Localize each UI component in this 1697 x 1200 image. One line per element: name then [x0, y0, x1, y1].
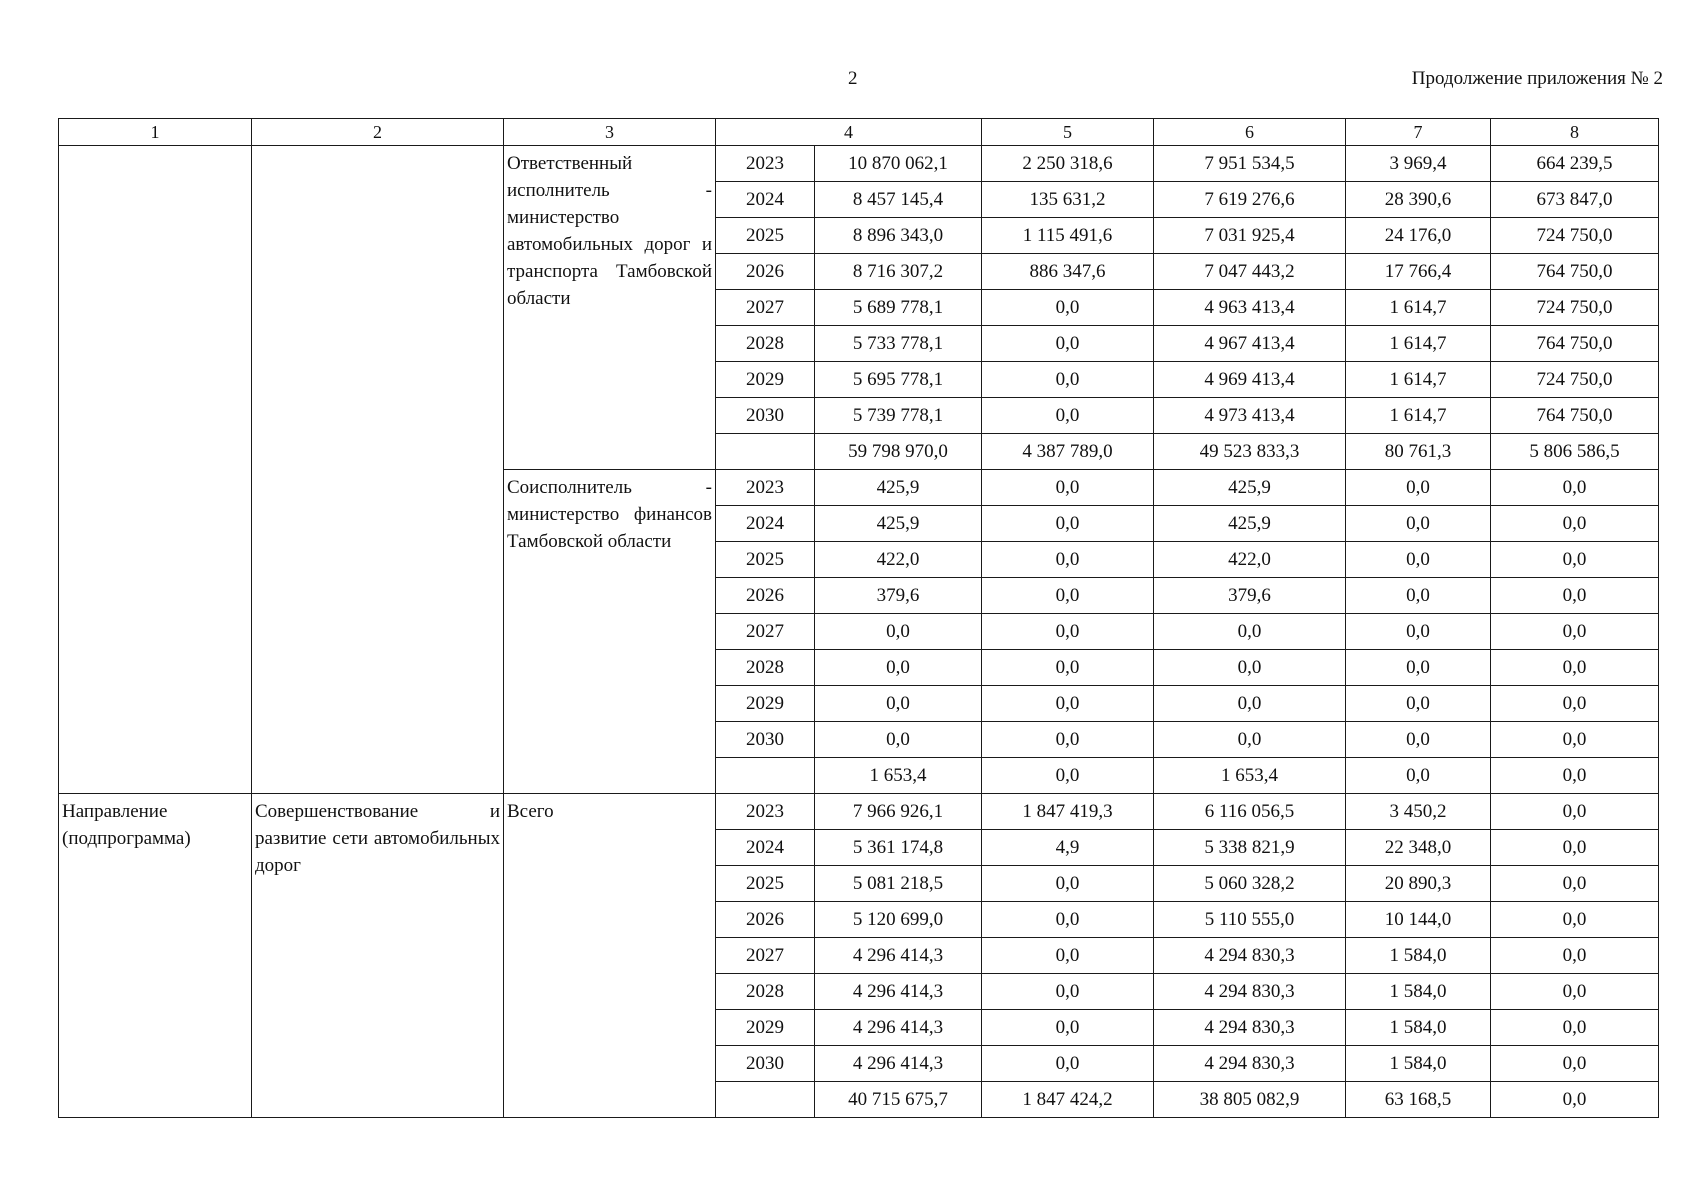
value-cell-col5: 0,0	[982, 758, 1154, 794]
executor-cell: Соисполнитель - министерство финансов Тамбовской области	[504, 470, 716, 794]
year-cell: 2025	[716, 542, 815, 578]
executor-cell: Ответственный исполнитель - министерство автомобильных дорог и транспорта Тамбовской области	[504, 146, 716, 470]
value-cell-col8: 0,0	[1491, 974, 1659, 1010]
value-cell-col8: 0,0	[1491, 1046, 1659, 1082]
year-cell: 2030	[716, 398, 815, 434]
year-cell: 2030	[716, 1046, 815, 1082]
year-cell: 2028	[716, 326, 815, 362]
value-cell-col8: 0,0	[1491, 542, 1659, 578]
value-cell-col5: 0,0	[982, 398, 1154, 434]
value-cell-col4: 1 653,4	[815, 758, 982, 794]
value-cell-col5: 0,0	[982, 506, 1154, 542]
year-cell: 2026	[716, 902, 815, 938]
value-cell-col7: 1 614,7	[1346, 362, 1491, 398]
value-cell-col8: 5 806 586,5	[1491, 434, 1659, 470]
value-cell-col4: 425,9	[815, 470, 982, 506]
column-header-3: 3	[504, 119, 716, 146]
financing-table	[58, 118, 1659, 1118]
page-number: 2	[848, 68, 858, 89]
value-cell-col8: 0,0	[1491, 758, 1659, 794]
direction-cell: Направление (подпрограмма)	[59, 794, 252, 1118]
value-cell-col6: 7 619 276,6	[1154, 182, 1346, 218]
value-cell-col8: 0,0	[1491, 1082, 1659, 1118]
year-cell: 2027	[716, 614, 815, 650]
value-cell-col7: 3 450,2	[1346, 794, 1491, 830]
year-cell: 2029	[716, 362, 815, 398]
value-cell-col4: 5 733 778,1	[815, 326, 982, 362]
year-cell: 2023	[716, 794, 815, 830]
program-name-cell: Совершенствование и развитие сети автомобильных дорог	[252, 794, 504, 1118]
value-cell-col7: 1 584,0	[1346, 1046, 1491, 1082]
value-cell-col4: 5 361 174,8	[815, 830, 982, 866]
value-cell-col5: 0,0	[982, 1010, 1154, 1046]
value-cell-col6: 4 967 413,4	[1154, 326, 1346, 362]
value-cell-col6: 7 047 443,2	[1154, 254, 1346, 290]
value-cell-col5: 1 847 419,3	[982, 794, 1154, 830]
value-cell-col7: 1 614,7	[1346, 326, 1491, 362]
value-cell-col5: 0,0	[982, 290, 1154, 326]
year-cell: 2028	[716, 974, 815, 1010]
value-cell-col7: 3 969,4	[1346, 146, 1491, 182]
column-header-8: 8	[1491, 119, 1659, 146]
value-cell-col7: 22 348,0	[1346, 830, 1491, 866]
program-name-cell	[252, 146, 504, 794]
value-cell-col5: 0,0	[982, 650, 1154, 686]
value-cell-col6: 5 110 555,0	[1154, 902, 1346, 938]
value-cell-col8: 764 750,0	[1491, 326, 1659, 362]
value-cell-col6: 4 963 413,4	[1154, 290, 1346, 326]
value-cell-col6: 0,0	[1154, 686, 1346, 722]
value-cell-col4: 8 457 145,4	[815, 182, 982, 218]
value-cell-col6: 4 973 413,4	[1154, 398, 1346, 434]
value-cell-col7: 0,0	[1346, 686, 1491, 722]
direction-cell	[59, 146, 252, 794]
value-cell-col4: 5 689 778,1	[815, 290, 982, 326]
value-cell-col4: 4 296 414,3	[815, 974, 982, 1010]
year-cell: 2024	[716, 182, 815, 218]
value-cell-col5: 0,0	[982, 1046, 1154, 1082]
value-cell-col8: 664 239,5	[1491, 146, 1659, 182]
value-cell-col7: 0,0	[1346, 614, 1491, 650]
value-cell-col6: 49 523 833,3	[1154, 434, 1346, 470]
year-cell: 2025	[716, 218, 815, 254]
value-cell-col8: 0,0	[1491, 830, 1659, 866]
year-row	[59, 794, 1659, 830]
year-cell: 2027	[716, 938, 815, 974]
value-cell-col8: 0,0	[1491, 794, 1659, 830]
value-cell-col4: 4 296 414,3	[815, 1010, 982, 1046]
executor-cell: Всего	[504, 794, 716, 1118]
value-cell-col5: 0,0	[982, 542, 1154, 578]
value-cell-col8: 0,0	[1491, 614, 1659, 650]
value-cell-col5: 1 115 491,6	[982, 218, 1154, 254]
value-cell-col7: 0,0	[1346, 650, 1491, 686]
value-cell-col8: 0,0	[1491, 650, 1659, 686]
appendix-continuation-note: Продолжение приложения № 2	[1411, 68, 1663, 89]
value-cell-col5: 4,9	[982, 830, 1154, 866]
value-cell-col7: 1 614,7	[1346, 290, 1491, 326]
value-cell-col6: 422,0	[1154, 542, 1346, 578]
value-cell-col6: 379,6	[1154, 578, 1346, 614]
value-cell-col6: 4 294 830,3	[1154, 974, 1346, 1010]
value-cell-col8: 724 750,0	[1491, 362, 1659, 398]
value-cell-col6: 0,0	[1154, 722, 1346, 758]
value-cell-col4: 5 695 778,1	[815, 362, 982, 398]
value-cell-col4: 425,9	[815, 506, 982, 542]
value-cell-col8: 0,0	[1491, 722, 1659, 758]
value-cell-col5: 0,0	[982, 326, 1154, 362]
year-cell: 2026	[716, 578, 815, 614]
column-number-header-row	[59, 119, 1659, 146]
value-cell-col4: 59 798 970,0	[815, 434, 982, 470]
year-row	[59, 146, 1659, 182]
value-cell-col8: 0,0	[1491, 470, 1659, 506]
value-cell-col8: 0,0	[1491, 578, 1659, 614]
value-cell-col7: 0,0	[1346, 578, 1491, 614]
value-cell-col7: 0,0	[1346, 722, 1491, 758]
value-cell-col4: 0,0	[815, 614, 982, 650]
value-cell-col6: 425,9	[1154, 506, 1346, 542]
value-cell-col8: 724 750,0	[1491, 290, 1659, 326]
value-cell-col4: 5 739 778,1	[815, 398, 982, 434]
value-cell-col7: 24 176,0	[1346, 218, 1491, 254]
year-cell: 2027	[716, 290, 815, 326]
table-body	[59, 119, 1659, 1118]
value-cell-col7: 0,0	[1346, 470, 1491, 506]
value-cell-col8: 0,0	[1491, 902, 1659, 938]
value-cell-col5: 0,0	[982, 578, 1154, 614]
value-cell-col6: 4 294 830,3	[1154, 1010, 1346, 1046]
value-cell-col5: 0,0	[982, 470, 1154, 506]
value-cell-col8: 0,0	[1491, 938, 1659, 974]
year-cell: 2029	[716, 1010, 815, 1046]
value-cell-col5: 0,0	[982, 938, 1154, 974]
column-header-5: 5	[982, 119, 1154, 146]
value-cell-col5: 2 250 318,6	[982, 146, 1154, 182]
value-cell-col6: 5 060 328,2	[1154, 866, 1346, 902]
year-cell	[716, 1082, 815, 1118]
value-cell-col5: 0,0	[982, 614, 1154, 650]
value-cell-col5: 0,0	[982, 974, 1154, 1010]
value-cell-col5: 0,0	[982, 686, 1154, 722]
value-cell-col6: 6 116 056,5	[1154, 794, 1346, 830]
value-cell-col4: 422,0	[815, 542, 982, 578]
value-cell-col4: 8 716 307,2	[815, 254, 982, 290]
value-cell-col5: 4 387 789,0	[982, 434, 1154, 470]
value-cell-col4: 40 715 675,7	[815, 1082, 982, 1118]
value-cell-col6: 4 294 830,3	[1154, 1046, 1346, 1082]
value-cell-col7: 1 584,0	[1346, 938, 1491, 974]
value-cell-col4: 379,6	[815, 578, 982, 614]
value-cell-col6: 4 294 830,3	[1154, 938, 1346, 974]
year-cell: 2029	[716, 686, 815, 722]
year-cell: 2025	[716, 866, 815, 902]
value-cell-col7: 17 766,4	[1346, 254, 1491, 290]
value-cell-col7: 0,0	[1346, 758, 1491, 794]
column-header-4: 4	[716, 119, 982, 146]
value-cell-col5: 0,0	[982, 902, 1154, 938]
value-cell-col5: 886 347,6	[982, 254, 1154, 290]
value-cell-col7: 10 144,0	[1346, 902, 1491, 938]
value-cell-col6: 5 338 821,9	[1154, 830, 1346, 866]
value-cell-col8: 0,0	[1491, 506, 1659, 542]
year-cell: 2023	[716, 470, 815, 506]
value-cell-col5: 0,0	[982, 362, 1154, 398]
value-cell-col4: 0,0	[815, 686, 982, 722]
value-cell-col4: 0,0	[815, 650, 982, 686]
value-cell-col5: 135 631,2	[982, 182, 1154, 218]
value-cell-col7: 20 890,3	[1346, 866, 1491, 902]
column-header-2: 2	[252, 119, 504, 146]
value-cell-col7: 1 584,0	[1346, 974, 1491, 1010]
value-cell-col6: 7 951 534,5	[1154, 146, 1346, 182]
value-cell-col6: 425,9	[1154, 470, 1346, 506]
value-cell-col8: 764 750,0	[1491, 398, 1659, 434]
value-cell-col7: 0,0	[1346, 542, 1491, 578]
column-header-1: 1	[59, 119, 252, 146]
value-cell-col7: 28 390,6	[1346, 182, 1491, 218]
value-cell-col6: 4 969 413,4	[1154, 362, 1346, 398]
year-cell: 2024	[716, 830, 815, 866]
value-cell-col8: 0,0	[1491, 1010, 1659, 1046]
year-cell: 2030	[716, 722, 815, 758]
value-cell-col5: 1 847 424,2	[982, 1082, 1154, 1118]
value-cell-col6: 7 031 925,4	[1154, 218, 1346, 254]
value-cell-col5: 0,0	[982, 866, 1154, 902]
value-cell-col8: 764 750,0	[1491, 254, 1659, 290]
value-cell-col4: 0,0	[815, 722, 982, 758]
value-cell-col7: 63 168,5	[1346, 1082, 1491, 1118]
value-cell-col8: 724 750,0	[1491, 218, 1659, 254]
value-cell-col7: 1 614,7	[1346, 398, 1491, 434]
value-cell-col4: 4 296 414,3	[815, 1046, 982, 1082]
column-header-6: 6	[1154, 119, 1346, 146]
value-cell-col7: 0,0	[1346, 506, 1491, 542]
column-header-7: 7	[1346, 119, 1491, 146]
value-cell-col4: 8 896 343,0	[815, 218, 982, 254]
value-cell-col4: 10 870 062,1	[815, 146, 982, 182]
year-cell: 2024	[716, 506, 815, 542]
year-cell: 2026	[716, 254, 815, 290]
value-cell-col6: 38 805 082,9	[1154, 1082, 1346, 1118]
value-cell-col8: 0,0	[1491, 686, 1659, 722]
value-cell-col6: 0,0	[1154, 650, 1346, 686]
value-cell-col6: 0,0	[1154, 614, 1346, 650]
year-cell: 2028	[716, 650, 815, 686]
value-cell-col8: 0,0	[1491, 866, 1659, 902]
value-cell-col4: 5 120 699,0	[815, 902, 982, 938]
year-cell: 2023	[716, 146, 815, 182]
value-cell-col7: 1 584,0	[1346, 1010, 1491, 1046]
value-cell-col4: 5 081 218,5	[815, 866, 982, 902]
value-cell-col7: 80 761,3	[1346, 434, 1491, 470]
year-cell	[716, 434, 815, 470]
year-cell	[716, 758, 815, 794]
value-cell-col5: 0,0	[982, 722, 1154, 758]
value-cell-col6: 1 653,4	[1154, 758, 1346, 794]
value-cell-col4: 4 296 414,3	[815, 938, 982, 974]
value-cell-col4: 7 966 926,1	[815, 794, 982, 830]
value-cell-col8: 673 847,0	[1491, 182, 1659, 218]
